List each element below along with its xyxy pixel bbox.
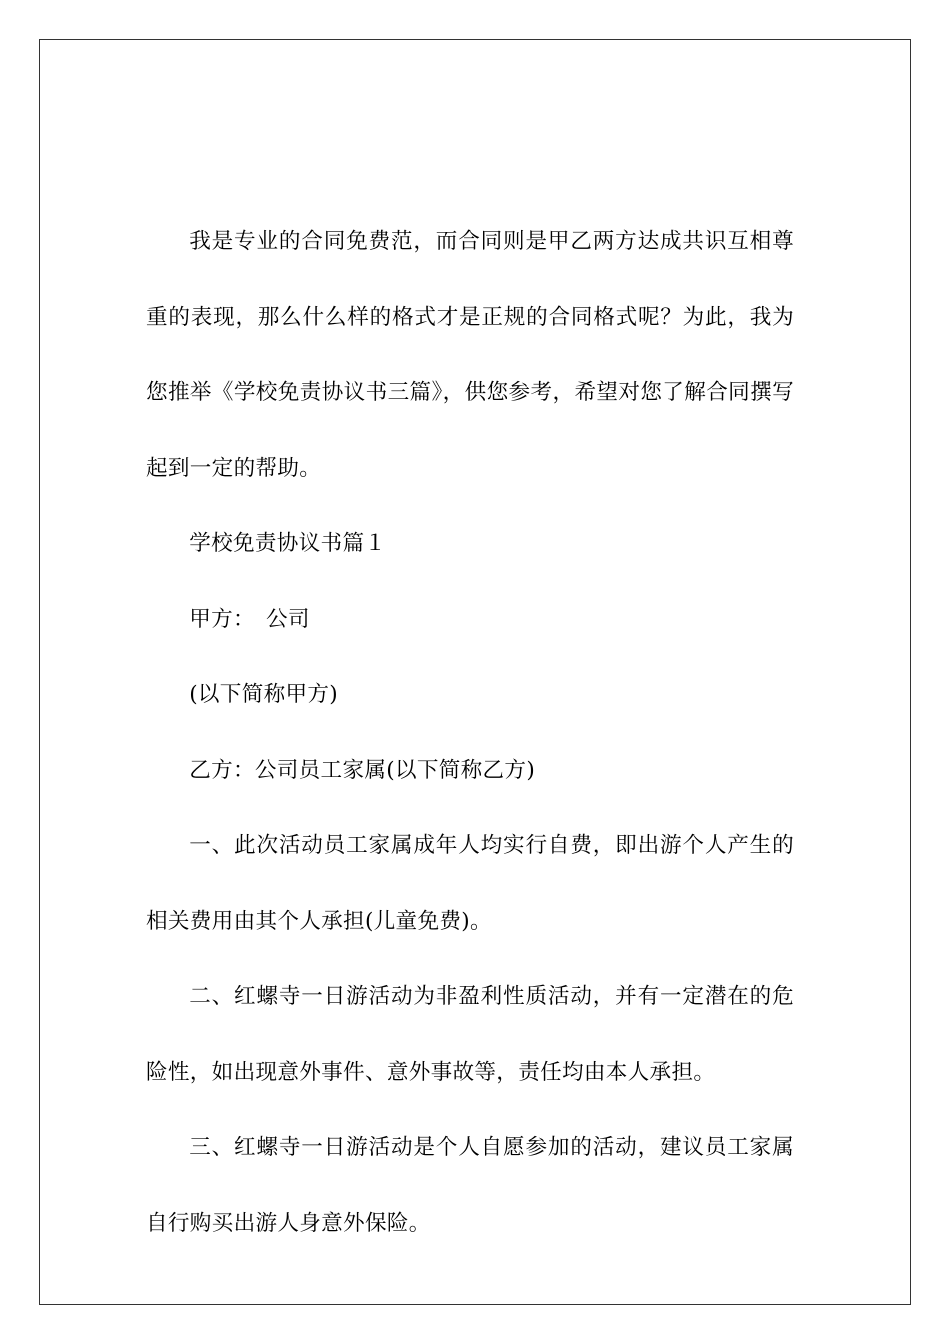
clause-1: 一、此次活动员工家属成年人均实行自费，即出游个人产生的相关费用由其个人承担(儿童免费)。 xyxy=(146,833,794,934)
party-b-line: 乙方：公司员工家属(以下简称乙方) xyxy=(189,757,536,783)
party-a-line: 甲方： 公司 xyxy=(189,606,310,632)
document-body xyxy=(146,204,794,1261)
clause-3: 三、红螺寺一日游活动是个人自愿参加的活动，建议员工家属自行购买出游人身意外保险。 xyxy=(146,1135,794,1236)
clause-2: 二、红螺寺一日游活动为非盈利性质活动，并有一定潜在的危险性，如出现意外事件、意外事故等，责任均由本人承担。 xyxy=(146,984,794,1085)
party-a-abbreviation: (以下简称甲方) xyxy=(189,682,338,707)
intro-paragraph: 我是专业的合同免费范，而合同则是甲乙两方达成共识互相尊重的表现，那么什么样的格式才是正规的合同格式呢？为此，我为您推举《学校免责协议书三篇》，供您参考，希望对您了解合同撰写起到一定的帮助。 xyxy=(146,229,794,481)
section-title: 学校免责协议书篇１ xyxy=(189,531,387,556)
